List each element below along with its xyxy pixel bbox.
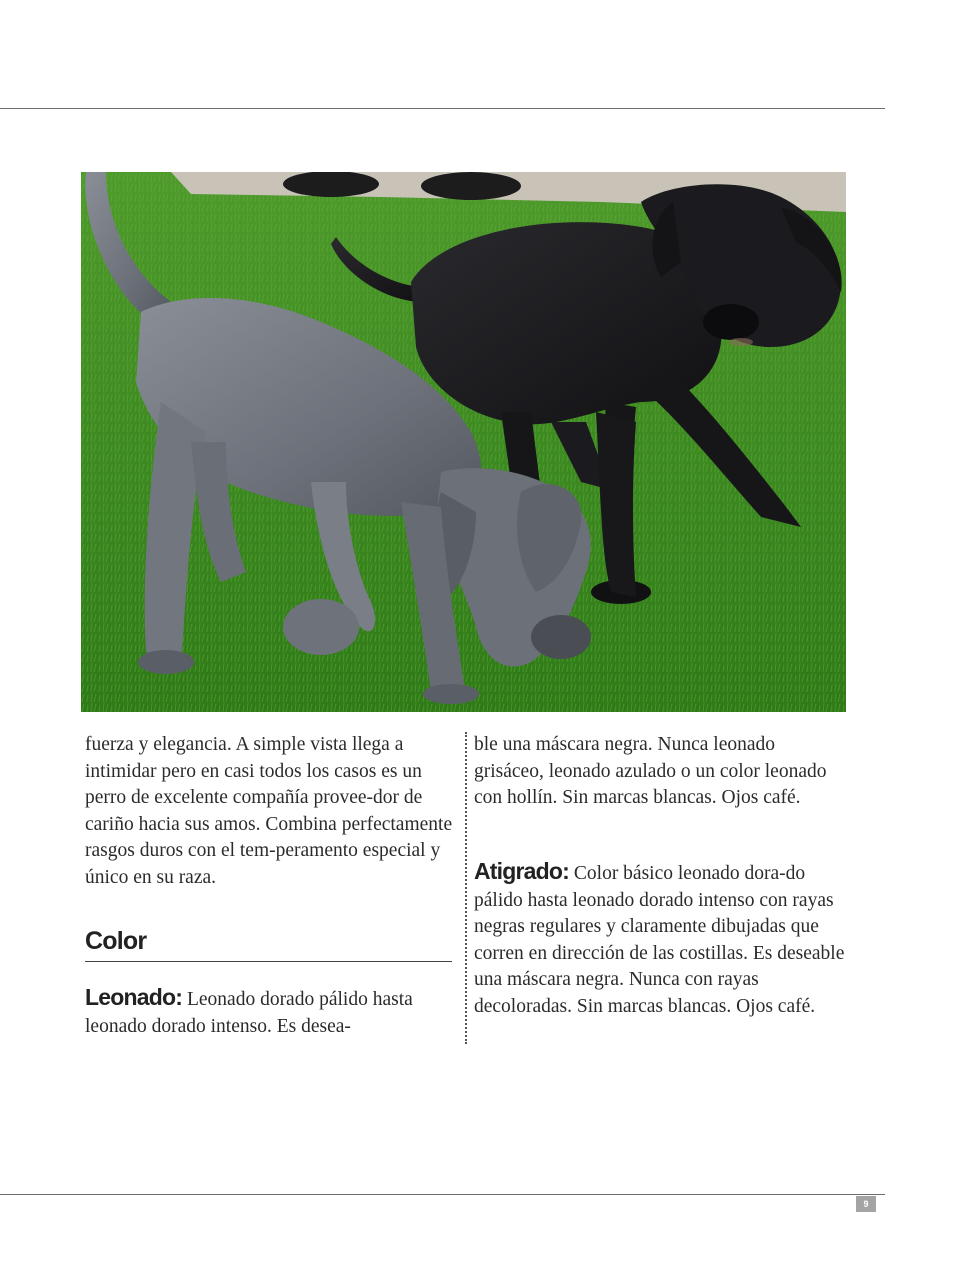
photo-illustration [81,172,846,712]
boot [421,172,521,200]
intro-paragraph: fuerza y elegancia. A simple vista llega a intimidar pero en casi todos los casos es un perro de excelente compañía provee-dor de cariño hacia sus amos. Combina perfectamente rasgos duros con el tem-peramento especial y único en su raza. [85,734,453,888]
bottom-rule [0,1194,885,1195]
leonado-text: Leonado dorado pálido hasta leonado dorado intenso. Es desea- [85,989,413,1037]
top-rule [0,108,885,109]
column-divider [465,732,467,1044]
section-heading-color: Color [85,924,452,962]
atigrado-block [474,858,846,1020]
two-puppies-photo [81,172,846,712]
atigrado-text: Color básico leonado dora-do pálido hasta leonado dorado intenso con rayas negras regulares y claramente dibujadas que corren en dirección de las costillas. Es deseable una máscara negra. Nunca con rayas decoloradas. Sin marcas blancas. Ojos café. [474,863,845,1017]
boot [283,172,379,197]
leonado-continuation-block [474,732,846,812]
left-column [85,732,453,891]
leonado-label: Leonado: [85,984,183,1010]
leonado-block [85,984,453,1040]
atigrado-paragraph [474,858,846,1020]
atigrado-label: Atigrado: [474,858,570,884]
page-number: 9 [856,1196,876,1212]
leonado-continuation: ble una máscara negra. Nunca leonado grisáceo, leonado azulado o un color leonado con hollín. Sin marcas blancas. Ojos café. [474,734,827,808]
leonado-paragraph [85,984,453,1040]
